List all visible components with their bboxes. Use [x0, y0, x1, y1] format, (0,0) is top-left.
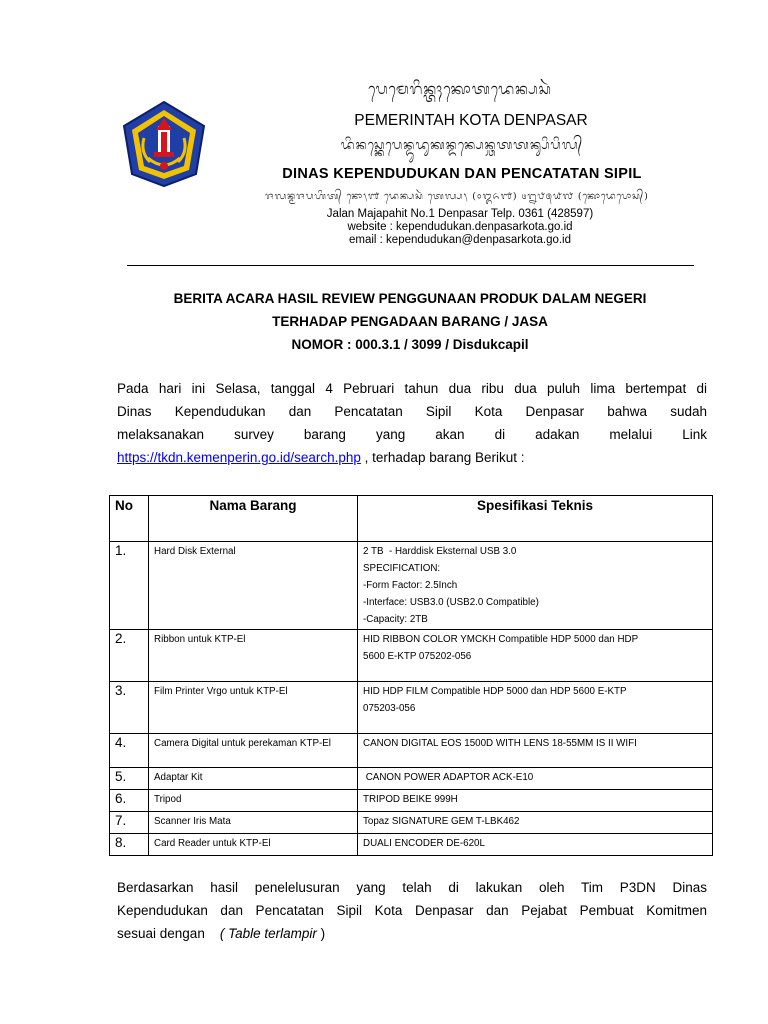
item-name: Scanner Iris Mata — [149, 812, 358, 834]
intro-line-1: Pada hari ini Selasa, tanggal 4 Pebruari tahun dua ribu dua puluh lima bertempat di — [117, 381, 707, 396]
spec-line: 2 TB - Harddisk Eksternal USB 3.0 — [363, 546, 517, 557]
balinese-script-line-1: ᬧᬾᬫᬾᬭᬶᬦ᭄ᬢᬄᬓᭀᬢᬤᬾᬦ᭄ᬧᬲᬃ — [368, 80, 552, 98]
item-name: Hard Disk External — [149, 542, 358, 630]
emblem-icon — [120, 100, 208, 188]
item-specification — [358, 630, 713, 682]
header-divider — [127, 265, 694, 266]
spec-line: 075203-056 — [363, 703, 416, 714]
closing-line-1: Berdasarkan hasil penelelusuran yang telah di lakukan oleh Tim P3DN Dinas — [117, 880, 707, 895]
item-specification — [358, 682, 713, 734]
table-row — [110, 834, 713, 856]
closing-line-3-text: sesuai dengan — [117, 926, 220, 941]
table-row — [110, 790, 713, 812]
row-number: 7. — [110, 812, 149, 834]
document-title-line-1: BERITA ACARA HASIL REVIEW PENGGUNAAN PRODUK DALAM NEGERI — [173, 291, 647, 306]
item-name: Adaptar Kit — [149, 768, 358, 790]
table-row — [110, 734, 713, 768]
spec-line: TRIPOD BEIKE 999H — [363, 794, 458, 805]
website-line: website : kependudukan.denpasarkota.go.id — [347, 221, 573, 233]
closing-paragraph — [117, 876, 707, 945]
agency-address-block — [290, 208, 630, 247]
document-number: NOMOR : 000.3.1 / 3099 / Disdukcapil — [291, 337, 529, 352]
table-header-row — [110, 496, 713, 542]
address-line: Jalan Majapahit No.1 Denpasar Telp. 0361 (428597) — [326, 208, 594, 220]
item-name: Camera Digital untuk perekaman KTP-El — [149, 734, 358, 768]
spec-line: -Capacity: 2TB — [363, 614, 428, 625]
closing-line-2: Kependudukan dan Pencatatan Sipil Kota Denpasar dan Pejabat Pembuat Komitmen — [117, 903, 707, 918]
table-row — [110, 812, 713, 834]
balinese-script-line-3: ᬚᬮᬦ᭄ᬫᬚᬧᬳᬶᬢ᭄ ᬦᭀ᭞᭑ ᬤᬾᬦ᭄ᬧᬲᬃ ᬢᬾᬮ᭄ᬧ᭞ (᭐᭓᭖᭑) ᭔᭒᭘᭕᭙᭗ (ᬓᭀᬤᬾᬧᭀᬲ᭄) — [265, 191, 649, 202]
item-specification — [358, 734, 713, 768]
spec-line: CANON POWER ADAPTOR ACK-E10 — [363, 772, 534, 783]
item-name: Film Printer Vrgo untuk KTP-El — [149, 682, 358, 734]
item-name: Card Reader untuk KTP-El — [149, 834, 358, 856]
spec-line: Topaz SIGNATURE GEM T-LBK462 — [363, 816, 520, 827]
intro-line-3: melaksanakan survey barang yang akan di adakan melalui Link — [117, 427, 707, 442]
row-number: 1. — [110, 542, 149, 630]
header-nama-barang: Nama Barang — [149, 496, 358, 542]
item-name: Ribbon untuk KTP-El — [149, 630, 358, 682]
table-body — [110, 542, 713, 856]
row-number: 2. — [110, 630, 149, 682]
closing-line-3 — [117, 922, 707, 945]
intro-paragraph — [117, 377, 707, 469]
item-specification — [358, 790, 713, 812]
denpasar-emblem — [120, 100, 208, 188]
spec-line: DUALI ENCODER DE-620L — [363, 838, 485, 849]
header-spesifikasi: Spesifikasi Teknis — [358, 496, 713, 542]
spec-line: SPECIFICATION: — [363, 563, 441, 574]
item-specification — [358, 768, 713, 790]
item-specification — [358, 812, 713, 834]
intro-line-4-text: , terhadap barang Berikut : — [360, 450, 525, 465]
spec-line: CANON DIGITAL EOS 1500D WITH LENS 18-55MM IS II WIFI — [363, 738, 637, 749]
spec-line: -Interface: USB3.0 (USB2.0 Compatible) — [363, 597, 539, 608]
item-name: Tripod — [149, 790, 358, 812]
table-reference: ( Table terlampir — [219, 926, 317, 941]
intro-line-2: Dinas Kependudukan dan Pencatatan Sipil Kota Denpasar bahwa sudah — [117, 404, 707, 419]
spec-line: -Form Factor: 2.5Inch — [363, 580, 458, 591]
row-number: 5. — [110, 768, 149, 790]
row-number: 4. — [110, 734, 149, 768]
table-row — [110, 682, 713, 734]
email-line: email : kependudukan@denpasarkota.go.id — [348, 234, 572, 246]
intro-line-4 — [117, 446, 707, 469]
row-number: 8. — [110, 834, 149, 856]
table-row — [110, 768, 713, 790]
spec-line: HID RIBBON COLOR YMCKH Compatible HDP 5000 dan HDP — [363, 634, 639, 645]
goods-specification-table — [109, 495, 713, 856]
agency-name: DINAS KEPENDUDUKAN DAN PENCATATAN SIPIL — [282, 166, 642, 182]
closing-line-3-end: ) — [316, 926, 326, 941]
government-name: PEMERINTAH KOTA DENPASAR — [354, 112, 588, 129]
row-number: 3. — [110, 682, 149, 734]
item-specification — [358, 542, 713, 630]
header-no: No — [110, 496, 149, 542]
row-number: 6. — [110, 790, 149, 812]
balinese-script-line-2: ᬤᬶᬦᬲ᭄ᬓᬾᬧᬾᬦ᭄ᬤᬸᬤᬸᬓᬦ᭄ᬤᬦ᭄ᬧᬾᬦ᭄ᬘᬢᬢᬦ᭄ᬲᬶᬧᬶᬮ᭄ — [340, 138, 584, 153]
table-row — [110, 542, 713, 630]
document-title-line-2: TERHADAP PENGADAAN BARANG / JASA — [272, 314, 548, 329]
spec-line: 5600 E-KTP 075202-056 — [363, 651, 472, 662]
spec-line: HID HDP FILM Compatible HDP 5000 dan HDP 5600 E-KTP — [363, 686, 627, 697]
table-row — [110, 630, 713, 682]
tkdn-search-link[interactable]: https://tkdn.kemenperin.go.id/search.php — [117, 450, 361, 465]
item-specification — [358, 834, 713, 856]
